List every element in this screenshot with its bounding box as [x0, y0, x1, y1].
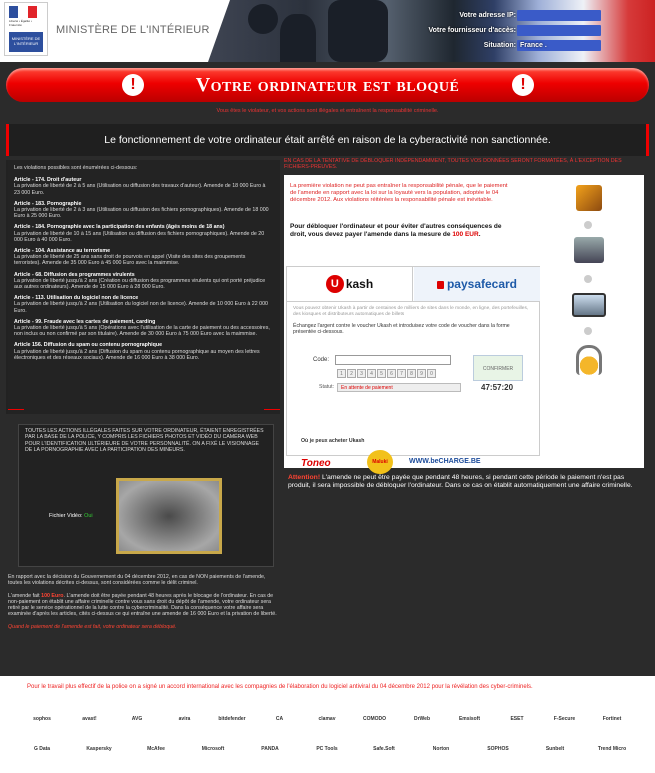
antivirus-logo: clamav: [318, 716, 336, 722]
article-item: Article - 104. Assistance au terrorisme La privation de liberté de 25 ans sans droit de pourvois en appel (Visite des sites des groupements terroristes). Amende de 35 000 Euro à 45 000 Euro avec la maimmise.: [14, 248, 246, 267]
antivirus-logos-row: [22, 740, 632, 758]
ukash-logo-icon: U: [326, 275, 344, 293]
violations-intro: Les violations possibles sont énumérées ci-dessous:: [14, 165, 138, 171]
tab-paysafecard[interactable]: paysafecard: [414, 267, 540, 301]
antivirus-logo: McAfee: [147, 746, 165, 752]
main-area: [0, 62, 655, 676]
antivirus-logo: COMODO: [362, 716, 387, 722]
first-violation-text: La première violation ne peut pas entraîner la responsabilité pénale, que le paiement de l'amende en rapport avec la loi sur la loyauté vers la population, adoptée le 04 décembre 2012. Aux violations réitérées la responsabilité pénale est inévitable.: [290, 183, 508, 203]
antivirus-logo: PC Tools: [316, 746, 338, 752]
antivirus-logo: AVG: [131, 716, 143, 722]
voucher-code-input[interactable]: [335, 355, 451, 365]
antivirus-logo: CA: [275, 716, 284, 722]
key-5[interactable]: 5: [377, 369, 386, 378]
wallet-icon: [576, 185, 602, 211]
key-8[interactable]: 8: [407, 369, 416, 378]
article-item: Article - 174. Droit d'auteur La privation de liberté de 2 à 5 ans (Utilisation ou diffusion des travaux d'auteur). Amende de 18 000 Euro à 23 000 Euro.: [14, 177, 266, 196]
key-1[interactable]: 1: [337, 369, 346, 378]
antivirus-logo: Sunbelt: [545, 746, 565, 752]
video-file-label: Fichier Vidéo: Oui: [49, 513, 93, 519]
vendor-toneo[interactable]: Toneo: [301, 458, 331, 469]
keypad: [337, 369, 436, 378]
logo-ministry: MINISTÈRE DE L'INTÉRIEUR: [9, 32, 43, 52]
payment-panel: [284, 175, 644, 468]
article-item: Article - 183. Pornographie La privation de liberté de 2 à 3 ans (Utilisation ou diffusion des fichiers pornographiques). Amende de 18 000 Euro à 25 000 Euro.: [14, 200, 269, 220]
article-item: Article - 184. Pornographie avec la participation des enfants (âgés moins de 18 ans) La privation de liberté de 10 à 15 ans (Utilisation ou diffusion des fichiers pornographiques). Amende de 20 000 Euro à 40 000 Euro.: [14, 224, 265, 243]
warning-icon: !: [122, 74, 144, 96]
antivirus-logo: SOPHOS: [487, 746, 509, 752]
article-item: Article - 113. Utilisation du logiciel non de licence La privation de liberté jusqu'à 2 ans (Utilisation du logiciel non de licence). Amende de 10 000 Euro à 22 000 Euro.: [14, 295, 268, 314]
fine-text: L'amende fait 100 Euro. L'amende doit être payée pendant 48 heures après le blocage de l'ordinateur. En cas de non-paiement on établit une affaire criminelle contre vous sans droit du dépôt de l'amende, votre ordinateur sera retiré par le service opérationnel de la lutte contre la cybercriminalité. Dans la conséquence votre affaire sera examinée d'après les articles, cités ci-dessus ce qui entraîne une amende de 16 000 Euro et la privation de liberté.: [8, 592, 277, 618]
key-4[interactable]: 4: [367, 369, 376, 378]
info-location: Situation: France .: [404, 38, 604, 53]
tab-ukash[interactable]: U kash: [287, 267, 413, 301]
info-isp: Votre fournisseur d'accès:: [404, 23, 604, 38]
arrow-down-icon: [584, 275, 592, 283]
antivirus-logos-row: [22, 710, 632, 728]
user-info: [404, 8, 604, 53]
arrow-down-icon: [584, 221, 592, 229]
ukash-description: Vous pouvez obtenir Ukash à partir de centaines de milliers de sites dans le monde, en ligne, des portefeuilles, des kiosques et distributeurs automatiques de billets: [293, 306, 529, 317]
ministry-title: MINISTÈRE DE L'INTÉRIEUR: [56, 24, 210, 36]
webcam-video: [116, 478, 222, 554]
payment-tabs: [286, 266, 540, 469]
lock-icon: [437, 281, 444, 289]
recorded-text: TOUTES LES ACTIONS ILLÉGALES FAITES SUR VOTRE ORDINATEUR, ÉTAIENT ENREGISTRÉES PAR LA BASE DE LA POLICE, Y COMPRIS LES FICHIERS PHOTOS ET VIDÉO DU CAMÉRA WEB POUR L'IDENTIFICATION ULTÉRIEURE DE VOTRE PERSONNALITÉ. ON A FIXÉ LE VISIONNAGE DE LA PORNOGRAPHIE AVEC LA PARTICIPATION DES MINEURS.: [25, 428, 264, 453]
logo-motto: Liberté • Égalité • Fraternité: [9, 19, 32, 27]
antivirus-logo: Trend Micro: [597, 746, 627, 752]
antivirus-logo: ESET: [510, 716, 524, 722]
warning-icon: !: [512, 74, 534, 96]
footer: [0, 676, 655, 773]
blocked-banner: [6, 68, 649, 102]
confirm-button[interactable]: CONFIRMER: [473, 355, 523, 381]
article-item: Article - 99. Fraude avec les cartes de paiement, carding La privation de liberté jusqu'à 5 ans (Opérations avec l'utilisation de la carte de paiement ou des accessoires, non inclus ou non confirmé par son titulaire). Amende de 30 000 Euro à 75 000 Euro avec la maimmise.: [14, 318, 270, 338]
unlock-note: Quand le paiement de l'amende est fait, votre ordinateur sera débloqué.: [8, 623, 177, 630]
key-7[interactable]: 7: [397, 369, 406, 378]
banner-title: Votre ordinateur est bloqué: [195, 74, 460, 96]
corner-mark: [264, 409, 280, 410]
code-label: Code:: [313, 357, 330, 363]
format-warning: EN CAS DE LA TENTATIVE DE DÉBLOQUER INDÉPENDAMMENT, TOUTES VOS DONNÉES SERONT FORMATÉES, À L'EXCEPTION DES FICHIERS-PREUVES.: [284, 158, 622, 171]
cyberactivity-notice: Le fonctionnement de votre ordinateur était arrêté en raison de la cyberactivité non sanctionnée.: [6, 124, 649, 156]
legal-decision: [8, 574, 280, 636]
antivirus-logo: sophos: [33, 716, 51, 722]
antivirus-logo: Norton: [432, 746, 450, 752]
antivirus-logo: bitdefender: [218, 716, 246, 722]
antivirus-logo: avast!: [82, 716, 97, 722]
recorded-evidence: [18, 424, 274, 567]
key-0[interactable]: 0: [427, 369, 436, 378]
french-flag-icon: [9, 6, 37, 18]
key-3[interactable]: 3: [357, 369, 366, 378]
antivirus-logo: Microsoft: [201, 746, 225, 752]
countdown-timer: 47:57:20: [481, 383, 514, 392]
decision-text: En rapport avec la décision du Gouvernement du 04 décembre 2012, en cas de NON paiements de l'amende, toutes les violations décrites ci-dessus, sont considérées comme le délit criminel.: [8, 574, 266, 587]
arrow-down-icon: [584, 327, 592, 335]
where-to-buy: Où je peux acheter Ukash: [301, 438, 365, 444]
antivirus-logo: F-Secure: [553, 716, 576, 722]
antivirus-logo: G Data: [33, 746, 51, 752]
voucher-code-area: [293, 354, 533, 396]
key-9[interactable]: 9: [417, 369, 426, 378]
antivirus-logo: Kaspersky: [86, 746, 112, 752]
corner-mark: [8, 409, 24, 410]
status-label: Statut:: [319, 384, 334, 390]
republic-logo: [4, 2, 48, 56]
footer-text: Pour le travail plus effectif de la police on a signé un accord international avec les compagnies de l'élaboration du logiciel antiviral du 04 décembre 2012 pour la révélation des cyber-criminels.: [27, 684, 533, 690]
payment-terminal-icon: [574, 237, 604, 263]
voucher-instruction: Échangez l'argent contre le voucher Ukash et introduisez votre code de voucher dans la forme présentée ci-dessous.: [293, 323, 510, 336]
unlock-instructions: Pour débloquer l'ordinateur et pour éviter d'autres conséquences de droit, vous devez payer l'amende dans la mesure de 100 EUR.: [290, 223, 502, 238]
antivirus-logo: avira: [178, 716, 191, 722]
article-item: Article 156. Diffusion du spam ou contenu pornographique La privation de liberté jusqu'à 2 ans (Diffusion du spam ou contenu pornographique au moyen des lettres électroniques et des réseaux sociaux). Amende de 16 000 Euro à 38 000 Euro.: [14, 342, 260, 361]
ukash-form: [287, 301, 539, 469]
key-6[interactable]: 6: [387, 369, 396, 378]
antivirus-logo: Fortinet: [602, 716, 622, 722]
article-item: Article - 68. Diffusion des programmes virulents La privation de liberté jusqu'à 2 ans (Création ou diffusion des programmes virulents qui ont porté préjudice aux autres ordinateurs). Amende de 15 000 Euro à 28 000 Euro.: [14, 271, 266, 291]
vendor-badge[interactable]: Maluki: [367, 450, 393, 474]
banner-subtitle: Vous êtes le violateur, et vos actions sont illégales et entraînent la responsabilité criminelle.: [216, 108, 439, 114]
status-value: En attente de paiement: [337, 383, 461, 392]
antivirus-logo: Emsisoft: [458, 716, 481, 722]
laptop-icon: [572, 293, 606, 317]
antivirus-logo: Safe.Soft: [373, 746, 395, 752]
attention-text: Attention! L'amende ne peut être payée que pendant 48 heures, si pendant cette période le paiement n'est pas produit, il sera impossible de débloquer l'ordinateur. Dans ce cas on établit automatiquement une affaire criminelle.: [288, 474, 633, 490]
vendor-becharge[interactable]: WWW.beCHARGE.BE: [409, 458, 481, 465]
padlock-icon: [576, 345, 602, 375]
vendor-logos: [297, 450, 533, 474]
antivirus-logo: DrWeb: [413, 716, 431, 722]
violations-list: [6, 160, 280, 414]
key-2[interactable]: 2: [347, 369, 356, 378]
antivirus-logo: PANDA: [261, 746, 279, 752]
info-ip: Votre adresse IP:: [404, 8, 604, 23]
header: [0, 0, 655, 62]
